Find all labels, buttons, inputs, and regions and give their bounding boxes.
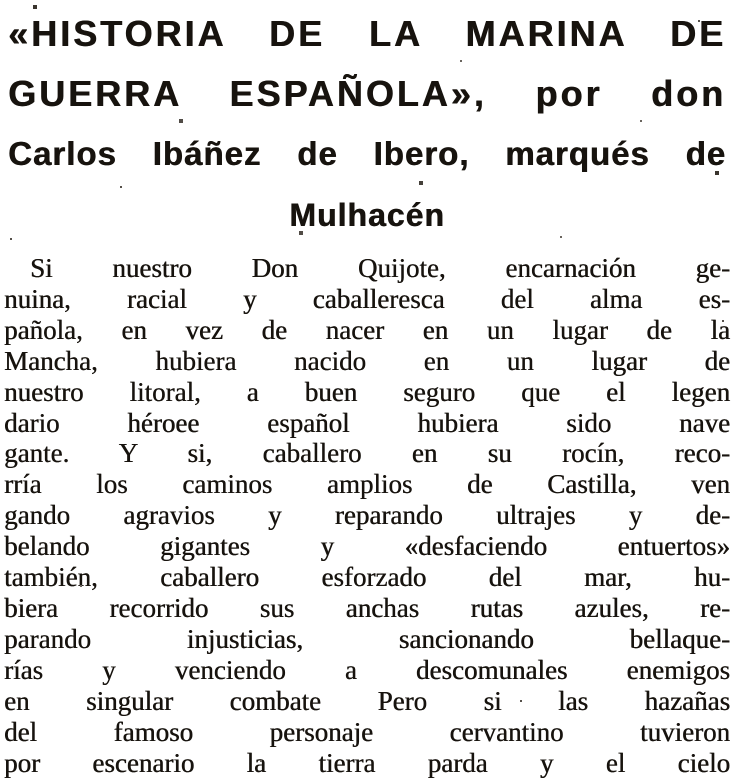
body-line: parando injusticias, sancionando bellaque- — [4, 623, 730, 654]
body-line: del famoso personaje cervantino tuvieron — [4, 716, 730, 747]
body-line: también, caballero esforzado del mar, hu- — [4, 562, 730, 593]
body-line: nuestro litoral, a buen seguro que el legen — [4, 376, 730, 407]
body-line: gando agravios y reparando ultrajes y de- — [4, 500, 730, 531]
headline-line-3: Carlos Ibáñez de Ibero, marqués de — [8, 135, 726, 172]
body-line: Si nuestro Don Quijote, encarnación ge- — [30, 253, 730, 283]
headline-line-1: «HISTORIA DE LA MARINA DE — [8, 13, 726, 54]
body-line: en singular combate Pero si las hazañas — [4, 685, 730, 716]
headline-line-4: Mulhacén — [289, 197, 445, 233]
body-line: Mancha, hubiera nacido en un lugar de — [4, 345, 730, 376]
body-line: pañola, en vez de nacer en un lugar de la — [4, 314, 730, 345]
body-line: gante. Y si, caballero en su rocín, reco- — [4, 438, 730, 469]
article-body — [0, 246, 736, 778]
body-line: rría los caminos amplios de Castilla, ven — [4, 469, 730, 500]
article-headline — [0, 0, 736, 246]
body-line: belando gigantes y «desfaciendo entuertos» — [4, 531, 730, 562]
body-line: nuina, racial y caballeresca del alma es- — [4, 283, 730, 314]
body-line: biera recorrido sus anchas rutas azules, re- — [4, 592, 730, 623]
body-line: por escenario la tierra parda y el cielo — [4, 747, 730, 778]
headline-line-2: GUERRA ESPAÑOLA», por don — [8, 73, 726, 114]
body-line: rías y venciendo a descomunales enemigos — [4, 654, 730, 685]
body-line: dario héroee español hubiera sido nave — [4, 407, 730, 438]
